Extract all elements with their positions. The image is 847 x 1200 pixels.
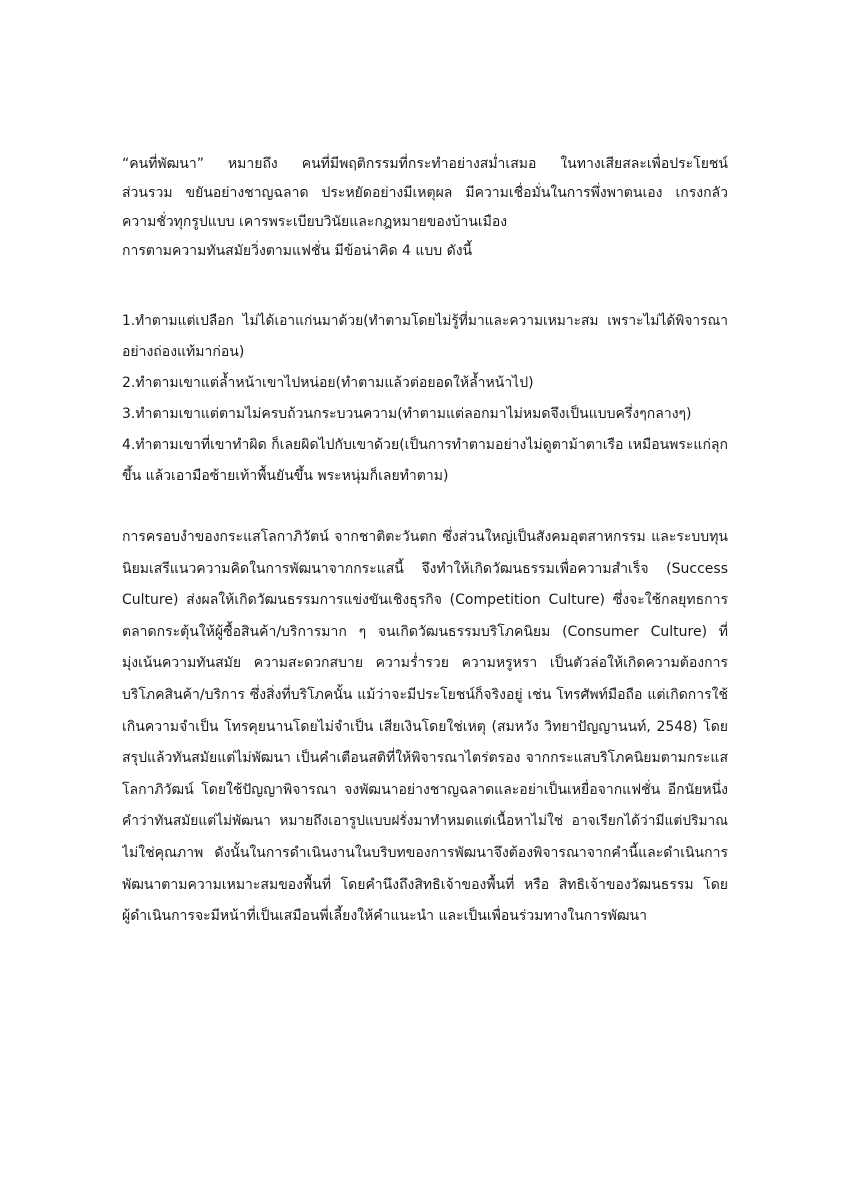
paragraph-line: คำว่าทันสมัยแต่ไม่พัฒนา หมายถึงเอารูปแบบฝรั่งมาทำหมดแต่เนื้อหาไม่ใช่ อาจเรียกได้ว่ามีแต่ปริมาณ	[122, 813, 728, 830]
paragraph-line: เกินความจำเป็น โทรคุยนานโดยไม่จำเป็น เสียเงินโดยใช่เหตุ (สมหวัง วิทยาปัญญานนท์, 2548) โดย	[122, 718, 728, 735]
intro-line: “คนที่พัฒนา” หมายถึง คนที่มีพฤติกรรมที่กระทำอย่างสม่ำเสมอ ในทางเสียสละเพื่อประโยชน์	[122, 156, 728, 172]
paragraph-line: บริโภคสินค้า/บริการ ซึ่งสิ่งที่บริโภคนั้น แม้ว่าจะมีประโยชน์ก็จริงอยู่ เช่น โทรศัพท์มือถือ แต่เกิดการใช้	[122, 686, 728, 703]
paragraph-line: มุ่งเน้นความทันสมัย ความสะดวกสบาย ความร่ำรวย ความหรูหรา เป็นตัวล่อให้เกิดความต้องการ	[122, 655, 728, 672]
paragraph-line: นิยมเสรีแนวความคิดในการพัฒนาจากกระแสนี้ จึงทำให้เกิดวัฒนธรรมเพื่อความสำเร็จ (Success	[122, 560, 728, 577]
intro-line: ความชั่วทุกรูปแบบ เคารพระเบียบวินัยและกฎหมายของบ้านเมือง	[122, 214, 508, 230]
paragraph-line: ตลาดกระตุ้นให้ผู้ซื้อสินค้า/บริการมาก ๆ จนเกิดวัฒนธรรมบริโภคนิยม (Consumer Culture) ที่	[122, 623, 728, 640]
list-item-1-line: 1.ทำตามแต่เปลือก ไม่ได้เอาแก่นมาด้วย(ทำตามโดยไม่รู้ที่มาและความเหมาะสม เพราะไม่ได้พิจารณา	[122, 313, 728, 329]
intro-line: การตามความทันสมัยวิ่งตามแฟชั่น มีข้อน่าคิด 4 แบบ ดังนี้	[122, 243, 473, 259]
paragraph-line: ไม่ใช่คุณภาพ ดังนั้นในการดำเนินงานในบริบทของการพัฒนาจึงต้องพิจารณาจากคำนี้และดำเนินการ	[122, 844, 728, 861]
paragraph-line: โลกาภิวัฒน์ โดยใช้ปัญญาพิจารณา จงพัฒนาอย่างชาญฉลาดและอย่าเป็นเหยื่อจากแฟชั่น อีกนัยหนึ่ง	[122, 781, 728, 798]
list-item-4-line: 4.ทำตามเขาที่เขาทำผิด ก็เลยผิดไปกับเขาด้วย(เป็นการทำตามอย่างไม่ดูตาม้าตาเรือ เหมือนพระแก่ลุก	[122, 437, 728, 453]
list-item-1-line: อย่างถ่องแท้มาก่อน)	[122, 344, 245, 360]
paragraph-line: สรุปแล้วทันสมัยแต่ไม่พัฒนา เป็นคำเตือนสติที่ให้พิจารณาไตร่ตรอง จากกระแสบริโภคนิยมตามกระแส	[122, 750, 728, 767]
intro-line: ส่วนรวม ขยันอย่างชาญฉลาด ประหยัดอย่างมีเหตุผล มีความเชื่อมั่นในการพึ่งพาตนเอง เกรงกลัว	[122, 185, 728, 201]
list-item-4-line: ขึ้น แล้วเอามือซ้ายเท้าพื้นยันขึ้น พระหนุ่มก็เลยทำตาม)	[122, 468, 449, 484]
intro-definition	[122, 150, 728, 266]
paragraph-line: Culture) ส่งผลให้เกิดวัฒนธรรมการแข่งขันเชิงธุรกิจ (Competition Culture) ซึ่งจะใช้กลยุทธการ	[122, 592, 728, 609]
numbered-list	[122, 306, 728, 492]
paragraph-line: พัฒนาตามความเหมาะสมของพื้นที่ โดยคำนึงถึงสิทธิเจ้าของพื้นที่ หรือ สิทธิเจ้าของวัฒนธรรม โดย	[122, 876, 728, 893]
paragraph-line: การครอบงำของกระแสโลกาภิวัตน์ จากชาติตะวันตก ซึ่งส่วนใหญ่เป็นสังคมอุตสาหกรรม และระบบทุน	[122, 529, 728, 545]
list-item-3: 3.ทำตามเขาแต่ตามไม่ครบถ้วนกระบวนความ(ทำตามแต่ลอกมาไม่หมดจึงเป็นแบบครึ่งๆกลางๆ)	[122, 406, 692, 422]
list-item-2: 2.ทำตามเขาแต่ล้ำหน้าเขาไปหน่อย(ทำตามแล้วต่อยอดให้ล้ำหน้าไป)	[122, 375, 534, 391]
paragraph-line: ผู้ดำเนินการจะมีหน้าที่เป็นเสมือนพี่เลี้ยงให้คำแนะนำ และเป็นเพื่อนร่วมทางในการพัฒนา	[122, 908, 647, 925]
body-paragraph	[122, 522, 728, 933]
